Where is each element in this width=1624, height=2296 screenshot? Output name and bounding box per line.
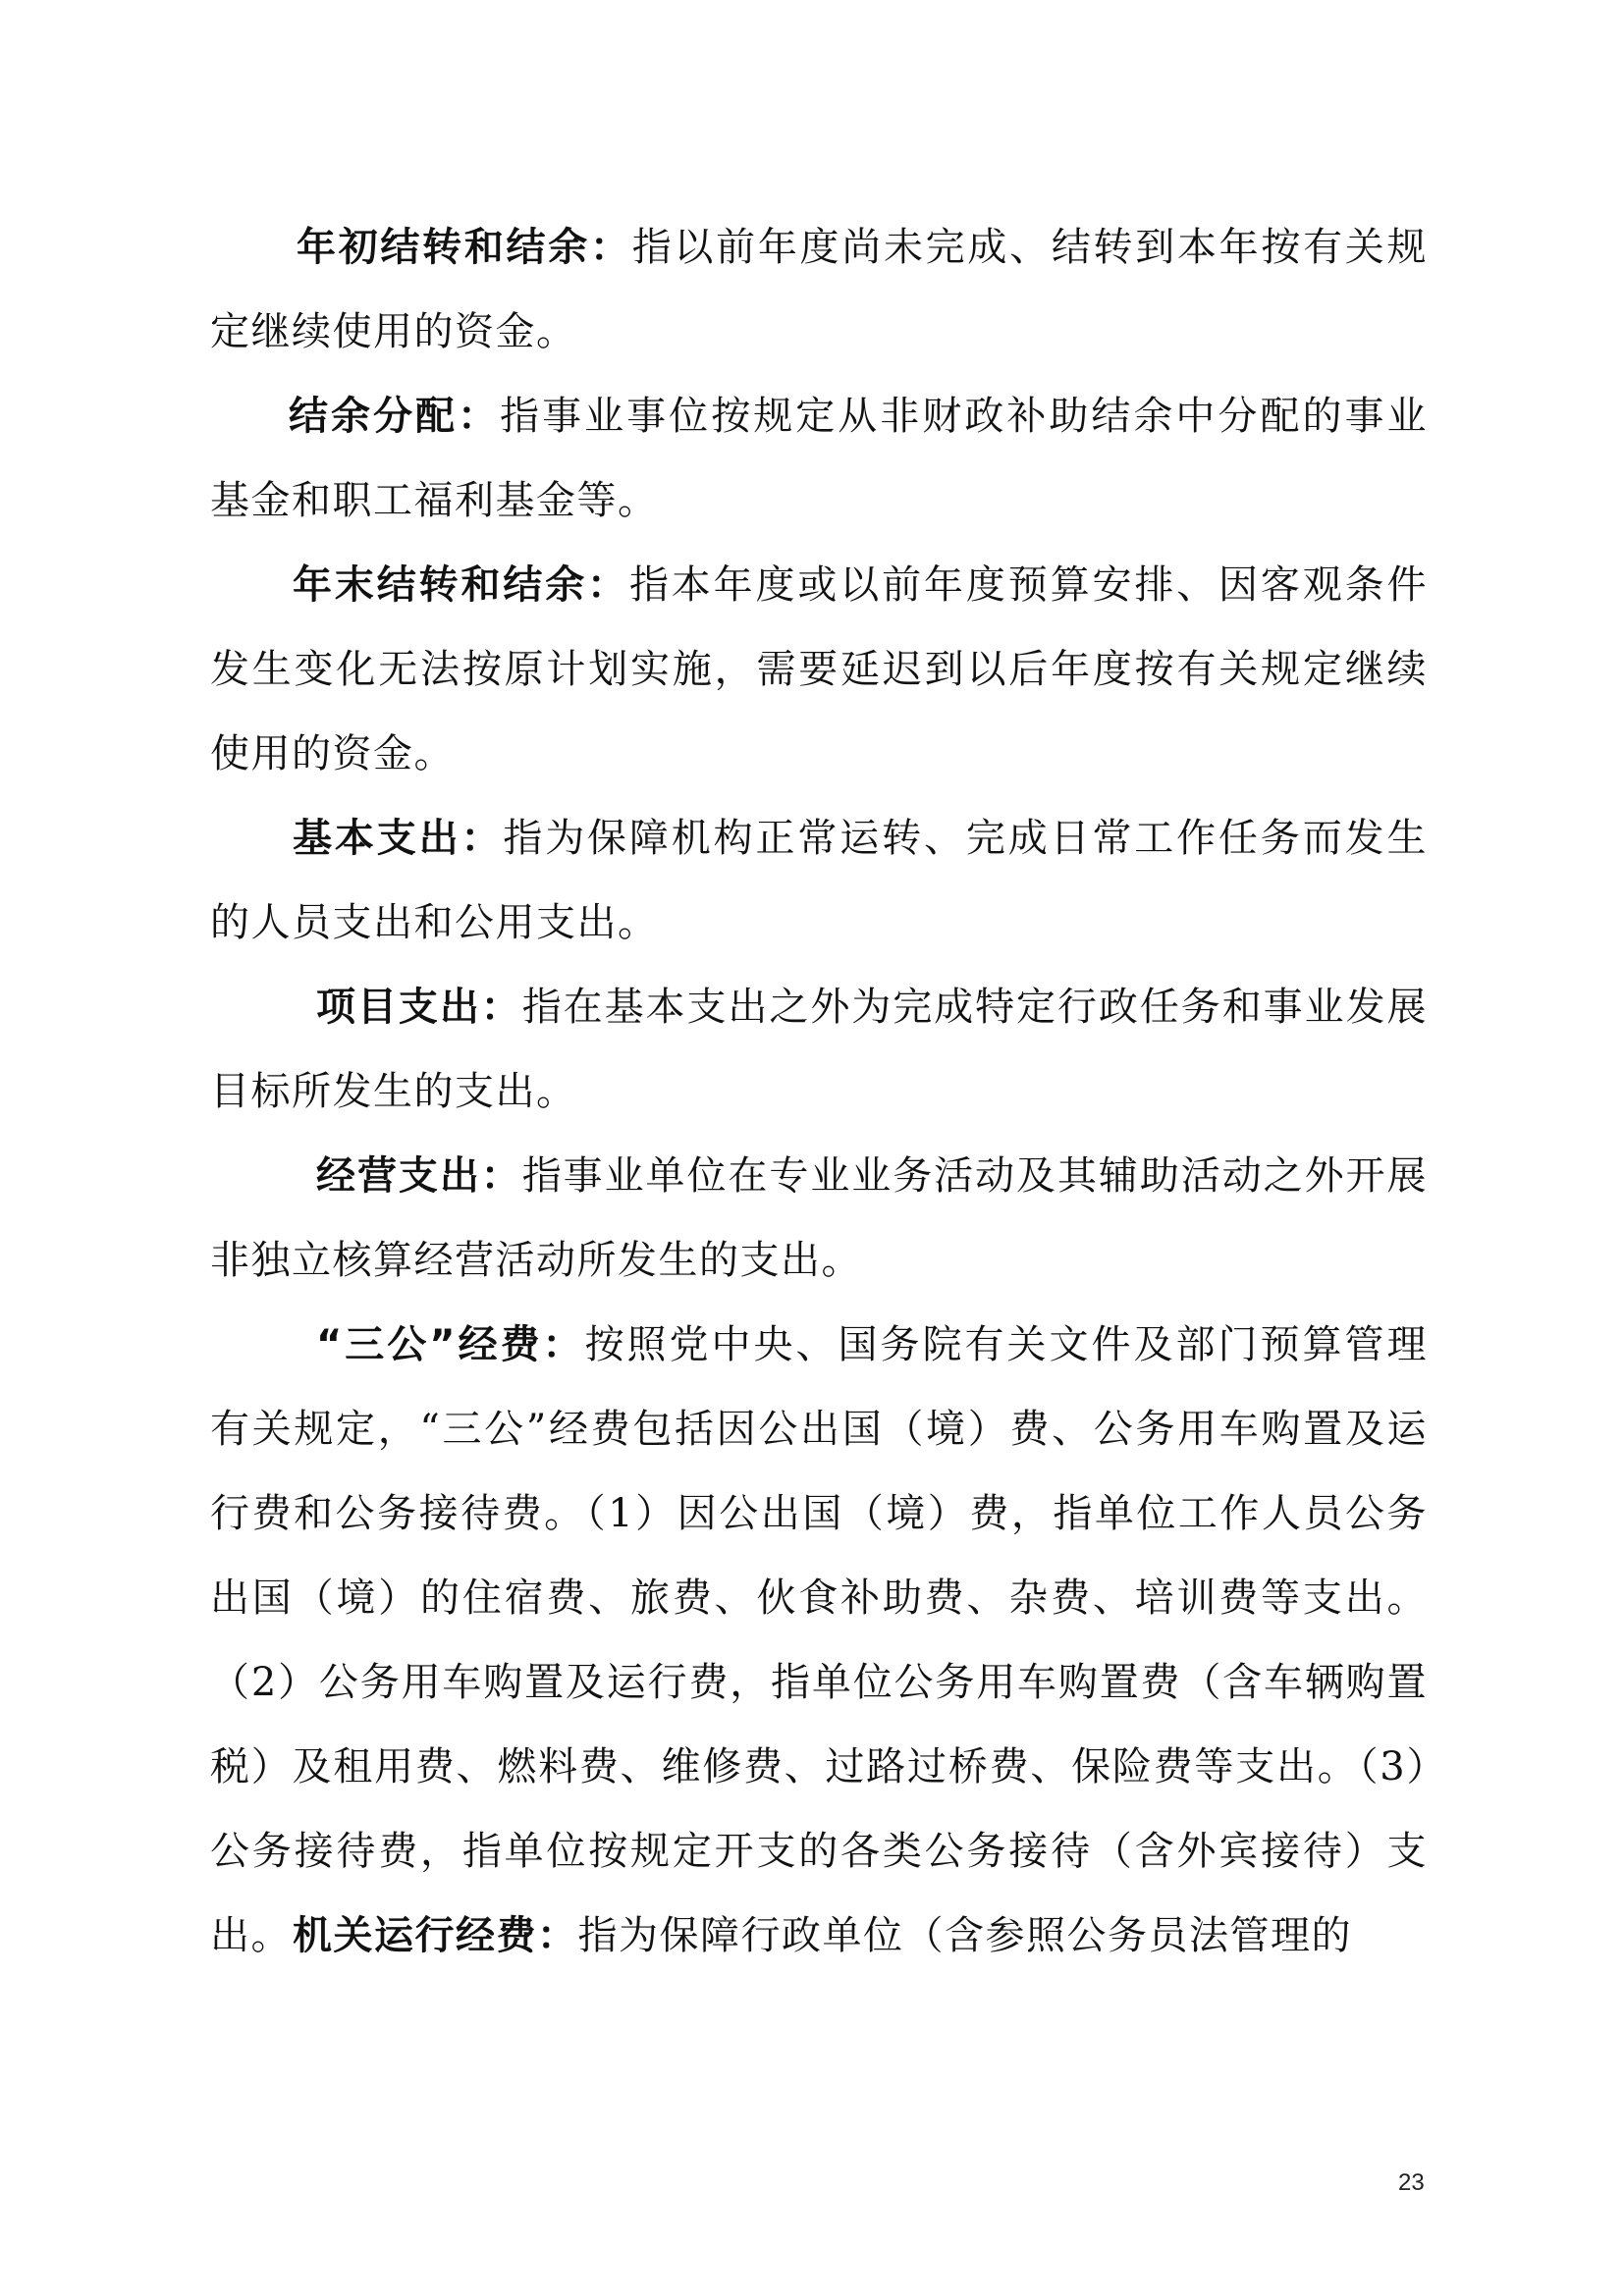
definition-paragraph — [210, 374, 1428, 543]
definition-term: 项目支出： — [316, 985, 522, 1030]
definition-term: 基本支出： — [293, 816, 504, 861]
page-number: 23 — [1398, 2169, 1425, 2196]
definition-text: 指本年度或以前年度预算安排、因客观条件发生变化无法按原计划实施，需要延迟到以后年度按有关规定继续使用的资金。 — [210, 562, 1429, 776]
definition-text: 指为保障机构正常运转、完成日常工作任务而发生的人员支出和公用支出。 — [210, 816, 1429, 945]
definition-term: 结余分配： — [289, 394, 501, 439]
definition-paragraph — [210, 1303, 1428, 1978]
definition-paragraph — [210, 543, 1428, 796]
definition-text: 指事业单位在专业业务活动及其辅助活动之外开展非独立核算经营活动所发生的支出。 — [210, 1153, 1429, 1283]
definition-paragraph — [210, 1894, 1428, 1978]
definition-term: 经营支出： — [316, 1153, 522, 1199]
definition-paragraph — [210, 1134, 1428, 1303]
definition-term: 年末结转和结余： — [293, 562, 629, 608]
definition-text: 指在基本支出之外为完成特定行政任务和事业发展目标所发生的支出。 — [210, 985, 1429, 1114]
definition-paragraph — [210, 205, 1428, 374]
definition-paragraph — [210, 965, 1428, 1134]
definition-term: 机关运行经费： — [293, 1913, 578, 1958]
definition-text: 指事业事位按规定从非财政补助结余中分配的事业基金和职工福利基金等。 — [210, 394, 1429, 523]
definition-text: 指以前年度尚未完成、结转到本年按有关规定继续使用的资金。 — [210, 225, 1429, 354]
definition-text: 指为保障行政单位（含参照公务员法管理的 — [577, 1913, 1352, 1958]
definition-term: 年初结转和结余： — [297, 225, 632, 270]
definition-paragraph — [210, 796, 1428, 965]
definition-text: 按照党中央、国务院有关文件及部门预算管理有关规定，“三公”经费包括因公出国（境）费、公务用车购置及运行费和公务接待费。（1）因公出国（境）费，指单位工作人员公务出国（境）的住宿费、旅费、伙食补助费、杂费、培训费等支出。（2）公务用车购置及运行费，指单位公务用车购置费（含车辆购置税）及租用费、燃料费、维修费、过路过桥费、保险费等支出。（3）公务接待费，指单位按规定开支的各类公务接待（含外宾接待）支出。 — [210, 1322, 1429, 1958]
definition-term: “三公”经费： — [316, 1322, 585, 1367]
